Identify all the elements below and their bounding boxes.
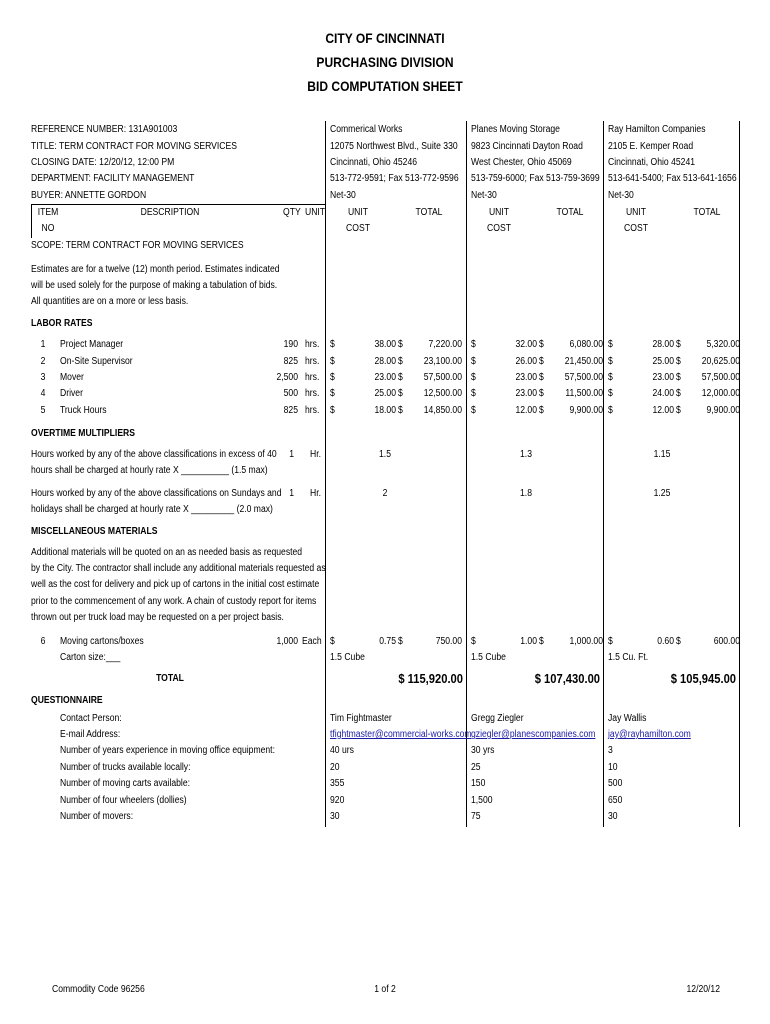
overtime-1-value: 1.5 <box>379 449 391 460</box>
item-6-total: 1,000.00 <box>569 636 603 647</box>
questionnaire-answer: 500 <box>608 778 623 789</box>
labor-item-number: 1 <box>40 339 46 350</box>
item-6-carton-size-value: 1.5 Cube <box>330 652 365 663</box>
closing-date: CLOSING DATE: 12/20/12, 12:00 PM <box>31 157 175 168</box>
col-header-total: TOTAL <box>693 207 721 218</box>
overtime-1-value: 1.3 <box>520 449 532 460</box>
currency-symbol: $ <box>330 405 335 416</box>
currency-symbol: $ <box>471 405 476 416</box>
currency-symbol: $ <box>471 388 476 399</box>
col-header-unit-cost: UNIT <box>488 207 510 218</box>
labor-unit-cost: 38.00 <box>374 339 396 350</box>
commodity-code: Commodity Code 96256 <box>52 984 145 995</box>
labor-item-description: Driver <box>60 388 83 399</box>
labor-item-description: Mover <box>60 372 84 383</box>
col-header-unit-cost: UNIT <box>347 207 369 218</box>
labor-total: 57,500.00 <box>564 372 603 383</box>
questionnaire-answer: 30 <box>608 811 618 822</box>
questionnaire-answer: 3 <box>608 745 613 756</box>
labor-total: 23,100.00 <box>423 356 462 367</box>
labor-total: 7,220.00 <box>428 339 462 350</box>
currency-symbol: $ <box>676 405 681 416</box>
col-header-no: NO <box>41 223 55 234</box>
labor-item-unit: hrs. <box>305 356 320 367</box>
vendor-2-terms: Net-30 <box>471 190 497 201</box>
estimates-line-1: Estimates are for a twelve (12) month period. Estimates indicated <box>31 264 280 275</box>
labor-unit-cost: 12.00 <box>515 405 537 416</box>
questionnaire-answer[interactable]: jay@rayhamilton.com <box>608 729 691 740</box>
labor-total: 14,850.00 <box>423 405 462 416</box>
currency-symbol: $ <box>539 405 544 416</box>
currency-symbol: $ <box>676 356 681 367</box>
labor-item-description: Project Manager <box>60 339 124 350</box>
item-6-unit: Each <box>302 636 322 647</box>
questionnaire-answer: 355 <box>330 778 345 789</box>
vendor-2-total: $ 107,430.00 <box>534 671 600 686</box>
misc-materials-line: Additional materials will be quoted on an as needed basis as requested <box>31 547 303 558</box>
currency-symbol: $ <box>330 372 335 383</box>
misc-materials-line: by the City. The contractor shall include any additional materials requested as <box>31 563 326 574</box>
overtime-2-unit: Hr. <box>310 488 321 499</box>
labor-item-qty: 825 <box>283 405 298 416</box>
questionnaire-label: Number of years experience in moving office equipment: <box>60 745 275 756</box>
labor-unit-cost: 23.00 <box>515 372 537 383</box>
misc-materials-line: well as the cost for delivery and pick up of cartons in the initial cost estimate <box>31 579 320 590</box>
labor-total: 5,320.00 <box>706 339 740 350</box>
item-6-unit-cost: 0.75 <box>379 636 396 647</box>
misc-materials-line: thrown out per truck load may be requested on a per project basis. <box>31 612 284 623</box>
questionnaire-label: Number of moving carts available: <box>60 778 191 789</box>
labor-total: 20,625.00 <box>701 356 740 367</box>
column-divider <box>325 121 326 827</box>
labor-item-qty: 190 <box>283 339 298 350</box>
item-6-number: 6 <box>40 636 46 647</box>
vendor-3-phone: 513-641-5400; Fax 513-641-1656 <box>608 173 737 184</box>
labor-total: 57,500.00 <box>701 372 740 383</box>
labor-unit-cost: 23.00 <box>374 372 396 383</box>
currency-symbol: $ <box>539 339 544 350</box>
vendor-3-addr1: 2105 E. Kemper Road <box>608 141 694 152</box>
estimates-line-3: All quantities are on a more or less basis. <box>31 296 189 307</box>
misc-materials-heading: MISCELLANEOUS MATERIALS <box>31 526 158 537</box>
currency-symbol: $ <box>539 356 544 367</box>
vendor-3-terms: Net-30 <box>608 190 634 201</box>
column-divider <box>603 121 604 827</box>
col-header-total: TOTAL <box>415 207 443 218</box>
currency-symbol: $ <box>539 388 544 399</box>
department: DEPARTMENT: FACILITY MANAGEMENT <box>31 173 195 184</box>
vendor-2-phone: 513-759-6000; Fax 513-759-3699 <box>471 173 600 184</box>
reference-number: REFERENCE NUMBER: 131A901003 <box>31 124 178 135</box>
questionnaire-answer: 10 <box>608 762 618 773</box>
item-6-carton-size-value: 1.5 Cube <box>471 652 506 663</box>
page-title-division: PURCHASING DIVISION <box>316 54 454 70</box>
col-header-unit-cost: COST <box>487 223 511 234</box>
labor-item-unit: hrs. <box>305 372 320 383</box>
currency-symbol: $ <box>676 339 681 350</box>
currency-symbol: $ <box>676 388 681 399</box>
labor-unit-cost: 25.00 <box>374 388 396 399</box>
questionnaire-label: Number of four wheelers (dollies) <box>60 795 187 806</box>
currency-symbol: $ <box>608 339 613 350</box>
overtime-1-line-1: Hours worked by any of the above classifications in excess of 40 <box>31 449 277 460</box>
col-header-total: TOTAL <box>556 207 584 218</box>
labor-unit-cost: 26.00 <box>515 356 537 367</box>
labor-item-unit: hrs. <box>305 339 320 350</box>
labor-item-description: Truck Hours <box>60 405 107 416</box>
overtime-2-value: 2 <box>382 488 388 499</box>
currency-symbol: $ <box>608 388 613 399</box>
vendor-3-name: Ray Hamilton Companies <box>608 124 706 135</box>
questionnaire-label: Number of trucks available locally: <box>60 762 191 773</box>
labor-unit-cost: 12.00 <box>652 405 674 416</box>
questionnaire-answer: 150 <box>471 778 486 789</box>
questionnaire-answer: 20 <box>330 762 340 773</box>
labor-item-number: 4 <box>40 388 46 399</box>
currency-symbol: $ <box>471 339 476 350</box>
labor-item-qty: 500 <box>283 388 298 399</box>
vendor-2-name: Planes Moving Storage <box>471 124 560 135</box>
vendor-1-addr1: 12075 Northwest Blvd., Suite 330 <box>330 141 458 152</box>
vendor-3-addr2: Cincinnati, Ohio 45241 <box>608 157 696 168</box>
scope: SCOPE: TERM CONTRACT FOR MOVING SERVICES <box>31 240 244 251</box>
total-label: TOTAL <box>156 673 184 684</box>
questionnaire-answer: 40 urs <box>330 745 354 756</box>
labor-unit-cost: 28.00 <box>652 339 674 350</box>
item-6-total: 600.00 <box>713 636 740 647</box>
questionnaire-heading: QUESTIONNAIRE <box>31 695 103 706</box>
questionnaire-label: Contact Person: <box>60 713 122 724</box>
currency-symbol: $ <box>471 356 476 367</box>
overtime-2-qty: 1 <box>289 488 294 499</box>
currency-symbol: $ <box>471 636 476 647</box>
questionnaire-answer[interactable]: tfightmaster@commercial-works.com <box>330 729 472 740</box>
col-header-unit: UNIT <box>305 207 326 218</box>
col-header-unit-cost: COST <box>346 223 370 234</box>
labor-total: 12,500.00 <box>423 388 462 399</box>
currency-symbol: $ <box>539 636 544 647</box>
overtime-1-line-2: hours shall be charged at hourly rate X __________ (1.5 max) <box>31 465 268 476</box>
currency-symbol: $ <box>471 372 476 383</box>
item-6-qty: 1,000 <box>276 636 298 647</box>
col-header-qty: QTY <box>283 207 301 218</box>
currency-symbol: $ <box>330 636 335 647</box>
currency-symbol: $ <box>608 356 613 367</box>
vendor-1-terms: Net-30 <box>330 190 356 201</box>
labor-total: 57,500.00 <box>423 372 462 383</box>
currency-symbol: $ <box>676 636 681 647</box>
header-rule <box>31 204 326 205</box>
overtime-2-value: 1.8 <box>520 488 532 499</box>
overtime-1-qty: 1 <box>289 449 294 460</box>
labor-item-number: 3 <box>40 372 46 383</box>
buyer: BUYER: ANNETTE GORDON <box>31 190 147 201</box>
currency-symbol: $ <box>398 372 403 383</box>
item-6-carton-size-value: 1.5 Cu. Ft. <box>608 652 649 663</box>
overtime-1-unit: Hr. <box>310 449 321 460</box>
currency-symbol: $ <box>330 356 335 367</box>
labor-unit-cost: 23.00 <box>515 388 537 399</box>
overtime-2-line-1: Hours worked by any of the above classifications on Sundays and <box>31 488 282 499</box>
labor-item-qty: 825 <box>283 356 298 367</box>
vendor-1-name: Commerical Works <box>330 124 403 135</box>
page-number: 1 of 2 <box>374 984 396 995</box>
questionnaire-label: E-mail Address: <box>60 729 121 740</box>
questionnaire-answer: 75 <box>471 811 481 822</box>
col-header-item: ITEM <box>37 207 59 218</box>
questionnaire-label: Number of movers: <box>60 811 134 822</box>
currency-symbol: $ <box>398 636 403 647</box>
footer-date: 12/20/12 <box>686 984 720 995</box>
vendor-1-phone: 513-772-9591; Fax 513-772-9596 <box>330 173 459 184</box>
labor-total: 9,900.00 <box>706 405 740 416</box>
currency-symbol: $ <box>539 372 544 383</box>
labor-total: 9,900.00 <box>569 405 603 416</box>
labor-unit-cost: 25.00 <box>652 356 674 367</box>
currency-symbol: $ <box>608 636 613 647</box>
currency-symbol: $ <box>608 372 613 383</box>
item-6-unit-cost: 0.60 <box>657 636 674 647</box>
col-header-description: DESCRIPTION <box>140 207 200 218</box>
labor-item-description: On-Site Supervisor <box>60 356 133 367</box>
vendor-2-addr1: 9823 Cincinnati Dayton Road <box>471 141 583 152</box>
item-6-carton-size: Carton size:___ <box>60 652 121 663</box>
overtime-1-value: 1.15 <box>653 449 671 460</box>
vendor-1-total: $ 115,920.00 <box>398 671 463 686</box>
currency-symbol: $ <box>676 372 681 383</box>
vendor-1-addr2: Cincinnati, Ohio 45246 <box>330 157 418 168</box>
questionnaire-answer: Gregg Ziegler <box>471 713 524 724</box>
vendor-2-addr2: West Chester, Ohio 45069 <box>471 157 572 168</box>
currency-symbol: $ <box>330 339 335 350</box>
labor-item-number: 5 <box>40 405 46 416</box>
questionnaire-answer: Tim Fightmaster <box>330 713 392 724</box>
questionnaire-answer: 1,500 <box>471 795 493 806</box>
labor-total: 6,080.00 <box>569 339 603 350</box>
questionnaire-answer: 650 <box>608 795 623 806</box>
labor-item-unit: hrs. <box>305 388 320 399</box>
overtime-heading: OVERTIME MULTIPLIERS <box>31 428 136 439</box>
currency-symbol: $ <box>398 356 403 367</box>
page-title-city: CITY OF CINCINNATI <box>325 30 445 46</box>
labor-unit-cost: 24.00 <box>652 388 674 399</box>
overtime-2-value: 1.25 <box>653 488 671 499</box>
col-header-unit-cost: COST <box>624 223 648 234</box>
overtime-2-line-2: holidays shall be charged at hourly rate X _________ (2.0 max) <box>31 504 273 515</box>
item-6-unit-cost: 1.00 <box>520 636 537 647</box>
misc-materials-line: prior to the commencement of any work. A chain of custody report for items <box>31 596 317 607</box>
labor-unit-cost: 28.00 <box>374 356 396 367</box>
column-divider <box>739 121 740 827</box>
item-6-description: Moving cartons/boxes <box>60 636 144 647</box>
estimates-line-2: will be used solely for the purpose of making a tabulation of bids. <box>31 280 278 291</box>
questionnaire-answer: 30 <box>330 811 340 822</box>
questionnaire-answer[interactable]: gziegler@planescompanies.com <box>471 729 596 740</box>
labor-unit-cost: 23.00 <box>652 372 674 383</box>
currency-symbol: $ <box>398 405 403 416</box>
labor-total: 12,000.00 <box>701 388 740 399</box>
questionnaire-answer: 30 yrs <box>471 745 495 756</box>
currency-symbol: $ <box>398 339 403 350</box>
item-6-total: 750.00 <box>435 636 462 647</box>
column-divider <box>466 121 467 827</box>
questionnaire-answer: 25 <box>471 762 481 773</box>
col-header-unit-cost: UNIT <box>625 207 647 218</box>
labor-unit-cost: 32.00 <box>515 339 537 350</box>
labor-rates-heading: LABOR RATES <box>31 318 93 329</box>
vendor-3-total: $ 105,945.00 <box>670 671 736 686</box>
currency-symbol: $ <box>398 388 403 399</box>
questionnaire-answer: 920 <box>330 795 345 806</box>
contract-title: TITLE: TERM CONTRACT FOR MOVING SERVICES <box>31 141 237 152</box>
labor-item-qty: 2,500 <box>276 372 298 383</box>
labor-total: 21,450.00 <box>564 356 603 367</box>
labor-item-unit: hrs. <box>305 405 320 416</box>
questionnaire-answer: Jay Wallis <box>608 713 647 724</box>
labor-item-number: 2 <box>40 356 46 367</box>
page-title-sheet: BID COMPUTATION SHEET <box>307 78 463 94</box>
labor-unit-cost: 18.00 <box>374 405 396 416</box>
currency-symbol: $ <box>330 388 335 399</box>
currency-symbol: $ <box>608 405 613 416</box>
labor-total: 11,500.00 <box>565 388 603 399</box>
